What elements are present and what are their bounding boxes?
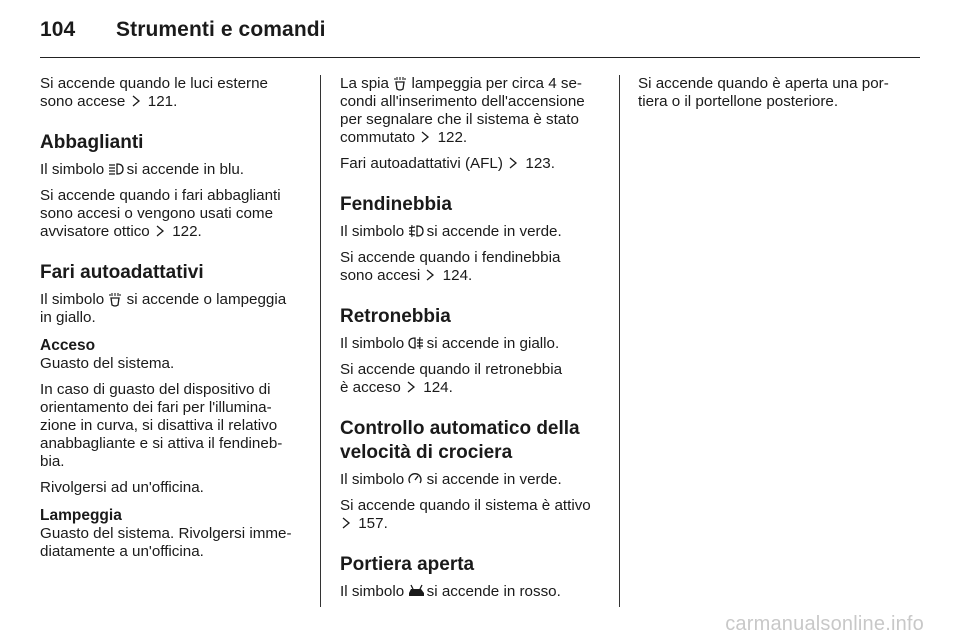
section-heading: Fari autoadattativi bbox=[40, 262, 204, 283]
paragraph: Si accende quando è aperta una por- tiera o il portellone posteriore. bbox=[638, 75, 889, 110]
paragraph: Si accende quando i fari abbaglianti sono accesi o vengono usati come avvisatore ottico 122. bbox=[40, 187, 281, 240]
column-divider bbox=[619, 75, 620, 607]
page-reference-arrow-icon bbox=[154, 224, 168, 238]
page-reference: 157. bbox=[358, 515, 388, 532]
paragraph: Guasto del sistema. bbox=[40, 355, 175, 372]
page-reference: 122. bbox=[437, 129, 468, 146]
paragraph: Rivolgersi ad un'officina. bbox=[40, 479, 204, 496]
section-title: Strumenti e comandi bbox=[116, 18, 326, 41]
page-reference: 124. bbox=[442, 267, 473, 284]
page-reference-arrow-icon bbox=[507, 156, 521, 170]
cruise-control-icon bbox=[408, 472, 422, 486]
page-reference: 123. bbox=[525, 155, 555, 172]
paragraph: Si accende quando le luci esterne sono accese 121. bbox=[40, 75, 268, 110]
paragraph: In caso di guasto del dispositivo di orientamento dei fari per l'illumina- zione in curva, si disattiva il relativo anabbagliante e si attiva il fendineb- bia. bbox=[40, 381, 283, 470]
paragraph: Fari autoadattativi (AFL) 123. bbox=[340, 155, 555, 172]
paragraph: Il simbolo si accende in verde. bbox=[340, 223, 562, 240]
watermark: carmanualsonline.info bbox=[725, 613, 924, 635]
door-open-icon bbox=[408, 584, 422, 598]
page-reference: 121. bbox=[147, 93, 178, 110]
page-reference-arrow-icon bbox=[340, 516, 354, 530]
column-divider bbox=[320, 75, 321, 607]
page-reference-arrow-icon bbox=[419, 130, 433, 144]
front-fog-light-icon bbox=[408, 224, 422, 238]
paragraph: Il simbolo si accende in giallo. bbox=[340, 335, 560, 352]
paragraph: Si accende quando il sistema è attivo 157. bbox=[340, 497, 591, 532]
page-reference-arrow-icon bbox=[424, 268, 438, 282]
page-number: 104 bbox=[40, 18, 76, 41]
column-1 bbox=[40, 75, 308, 569]
page-reference-arrow-icon bbox=[405, 380, 419, 394]
section-heading: Portiera aperta bbox=[340, 554, 475, 575]
page-reference-arrow-icon bbox=[130, 94, 144, 108]
section-heading: Fendinebbia bbox=[340, 194, 452, 215]
paragraph: Si accende quando i fendinebbia sono accesi 124. bbox=[340, 249, 561, 284]
header-rule bbox=[40, 57, 920, 58]
high-beam-icon bbox=[108, 162, 122, 176]
paragraph: Il simbolo si accende in blu. bbox=[40, 161, 244, 178]
page-header bbox=[40, 18, 326, 42]
section-heading: Controllo automatico della velocità di crociera bbox=[340, 418, 580, 463]
paragraph: Il simbolo si accende o lampeggia in giallo. bbox=[40, 291, 287, 326]
paragraph: Si accende quando il retronebbia è acceso 124. bbox=[340, 361, 563, 396]
page-reference: 124. bbox=[423, 379, 453, 396]
adaptive-headlight-icon bbox=[393, 76, 407, 90]
paragraph: Il simbolo si accende in verde. bbox=[340, 471, 562, 488]
column-2 bbox=[340, 75, 608, 609]
paragraph: La spia lampeggia per circa 4 se- condi all'inserimento dell'accensione per segnalare che il sistema è stato commutato 122. bbox=[340, 75, 585, 146]
section-heading: Retronebbia bbox=[340, 306, 451, 327]
adaptive-headlight-icon bbox=[108, 292, 122, 306]
subsection-heading: Lampeggia bbox=[40, 507, 122, 524]
rear-fog-light-icon bbox=[408, 336, 422, 350]
subsection-heading: Acceso bbox=[40, 337, 96, 354]
paragraph: Il simbolo si accende in rosso. bbox=[340, 583, 561, 600]
page-reference: 122. bbox=[172, 223, 202, 240]
section-heading: Abbaglianti bbox=[40, 132, 144, 153]
paragraph: Guasto del sistema. Rivolgersi imme- diatamente a un'officina. bbox=[40, 525, 292, 560]
column-3 bbox=[638, 75, 908, 119]
